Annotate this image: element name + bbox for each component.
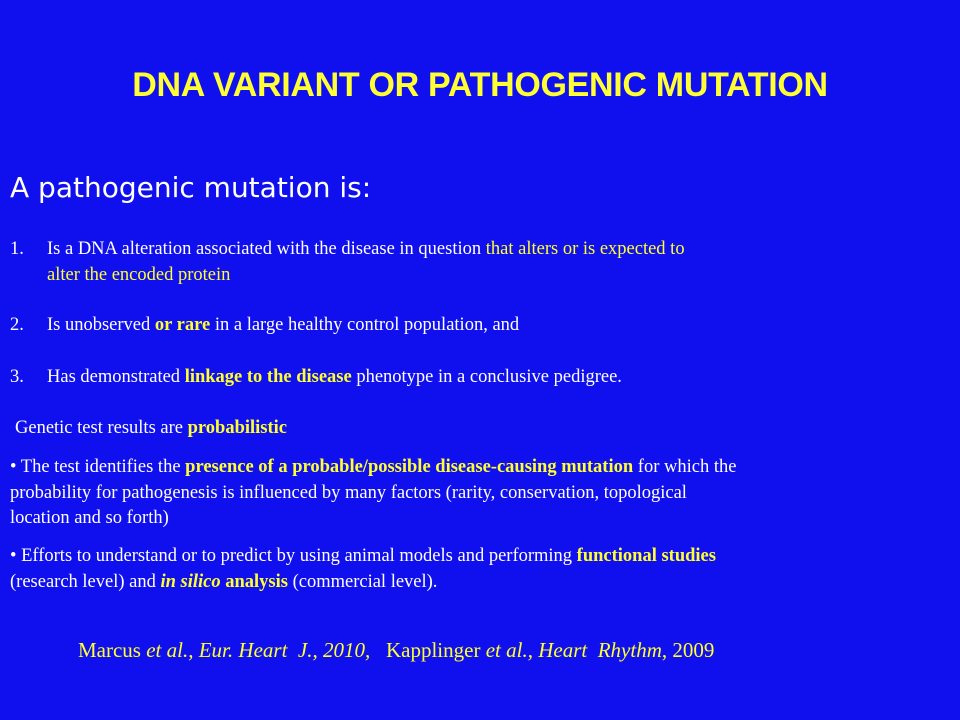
slide-title: DNA VARIANT OR PATHOGENIC MUTATION — [132, 66, 828, 104]
criterion-1-body: Is a DNA alteration associated with the disease in question — [47, 239, 486, 259]
bullet-2-line-2-post: (commercial level). — [287, 572, 438, 592]
bullet-2-italic: in silico — [160, 572, 221, 592]
bullet-1-pre: • The test identifies the — [10, 457, 186, 477]
criterion-3-highlight: linkage to the disease — [184, 367, 352, 387]
criterion-3-number: 3. — [10, 367, 24, 387]
criterion-2-body: Is unobserved — [47, 315, 155, 335]
citation — [78, 638, 714, 663]
bullet-1-post: for which the — [633, 457, 737, 477]
criterion-2-highlight: or rare — [154, 315, 211, 335]
citation-year-2: , 2009 — [661, 638, 715, 662]
citation-journal-2: , Heart Rhythm — [527, 638, 662, 662]
citation-journal-1: , Eur. Heart J., 2010, — [188, 638, 371, 662]
criterion-2-after: in a large healthy control population, and — [210, 315, 520, 335]
criterion-3-body: Has demonstrated — [47, 367, 185, 387]
bullet-1-highlight: presence of a probable/possible disease-causing mutation — [185, 457, 634, 477]
criterion-3-after: phenotype in a conclusive pedigree. — [351, 367, 622, 387]
bullet-2-line-2-pre: (research level) and — [10, 572, 161, 592]
criterion-1-number: 1. — [10, 239, 24, 259]
criterion-3-text — [47, 365, 947, 390]
citation-etal-1: et al. — [146, 638, 189, 662]
genetic-note-text: Genetic test results are — [15, 418, 188, 438]
bullet-2-line-2-highlight: analysis — [220, 572, 288, 592]
criterion-1-text — [47, 237, 947, 262]
bullet-1-line-1 — [10, 455, 955, 480]
bullet-2-highlight: functional studies — [576, 546, 716, 566]
bullet-1-line-2: probability for pathogenesis is influenced by many factors (rarity, conservation, topological — [10, 483, 687, 503]
criterion-2-text — [47, 313, 947, 338]
bullet-2-pre: • Efforts to understand or to predict by using animal models and performing — [10, 546, 577, 566]
bullet-1-line-3: location and so forth) — [10, 508, 169, 528]
citation-etal-2: et al. — [485, 638, 528, 662]
genetic-note — [15, 416, 287, 441]
criterion-1-continuation: alter the encoded protein — [47, 265, 231, 285]
citation-author-2: Kapplinger — [385, 638, 486, 662]
slide-subtitle: A pathogenic mutation is: — [10, 171, 372, 204]
criterion-1-highlight: that alters or is expected to — [485, 239, 685, 259]
criterion-2-number: 2. — [10, 315, 24, 335]
genetic-note-highlight: probabilistic — [187, 418, 287, 438]
bullet-2-line-1 — [10, 544, 955, 569]
citation-author-1: Marcus — [78, 638, 147, 662]
bullet-2-line-2 — [10, 570, 437, 595]
